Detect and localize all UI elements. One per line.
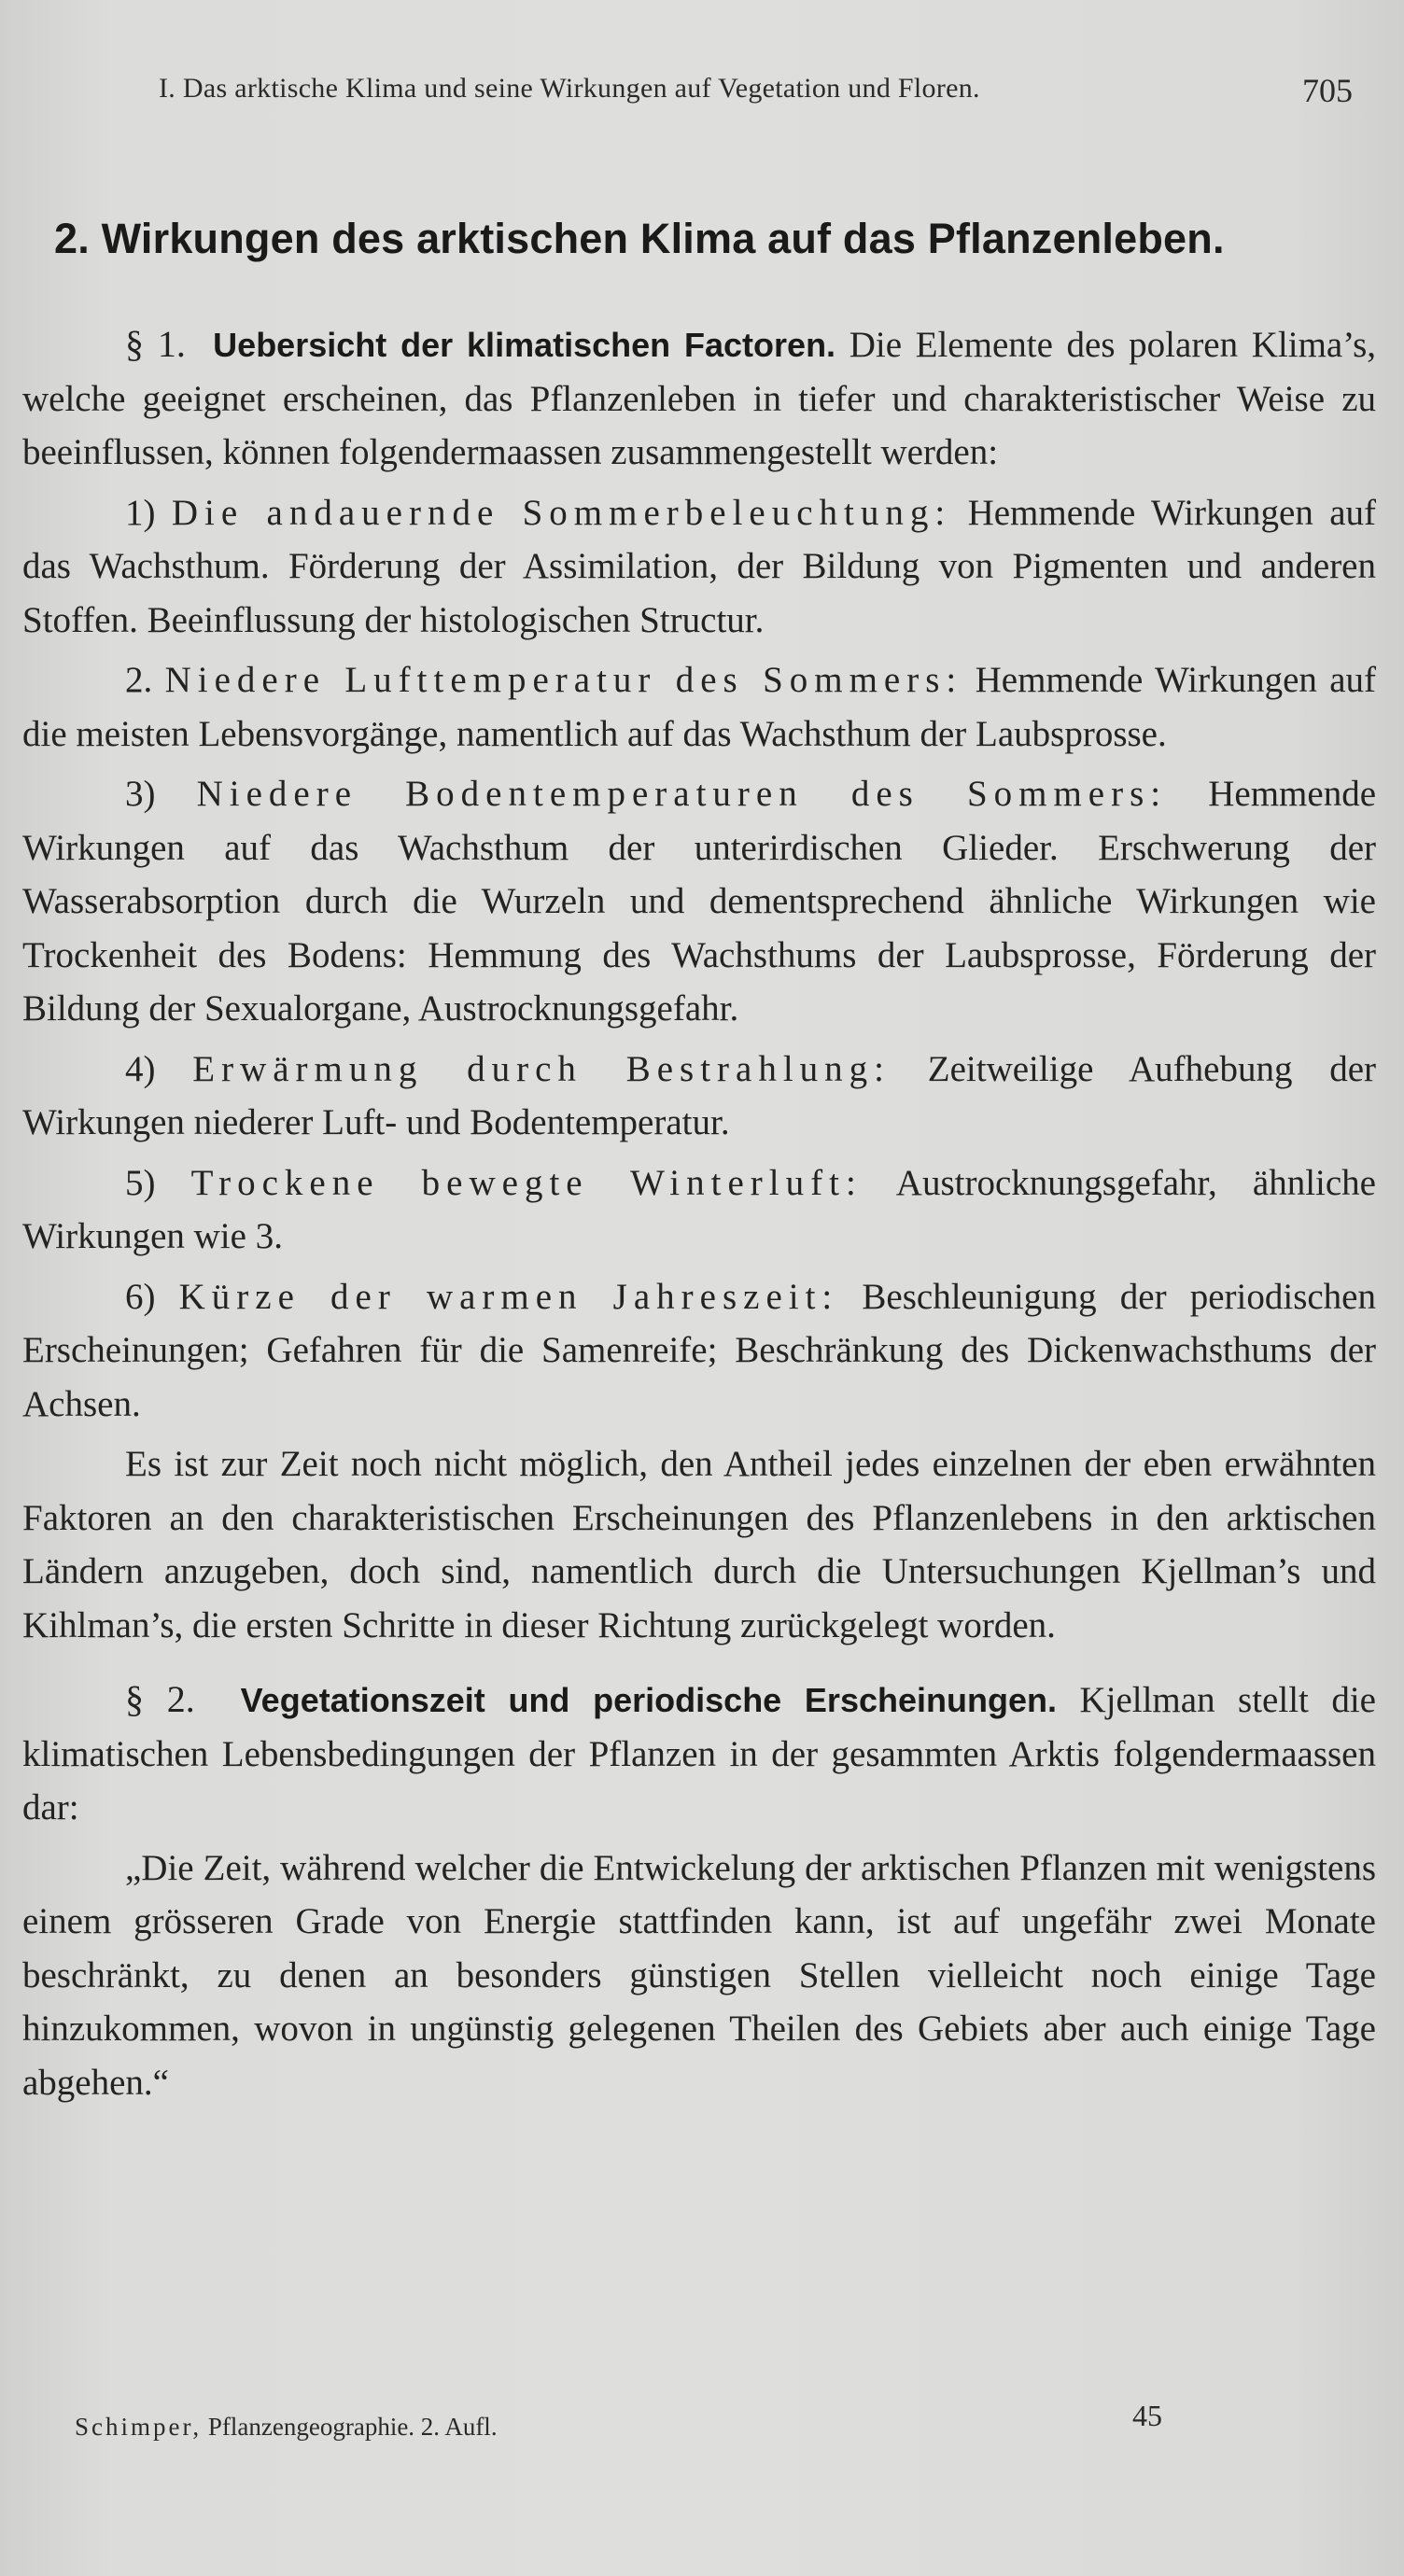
- list-item-text: Beschleunigung der periodischen Erscheinungen; Gefahren für die Samenreife; Beschränkung des Dickenwachsthums der Achsen.: [22, 1276, 1376, 1424]
- chapter-heading: 2. Wirkungen des arktischen Klima auf das Pflanzenleben.: [54, 215, 1225, 262]
- list-item: 3) Niedere Bodentemperaturen des Sommers: Hemmende Wirkungen auf das Wachsthum der unterirdischen Glieder. Erschwerung der Wasserabsorption durch die Wurzeln und dementsprechend ähnliche Wirkungen wie Trockenheit des Bodens: Hemmung des Wachsthums der Laubsprosse, Förderung der Bildung der Sexualorgane, Austrocknungsgefahr.: [22, 774, 1377, 1029]
- list-item-text: Zeitweilige Aufhebung der Wirkungen niederer Luft- und Bodentemperatur.: [22, 1048, 1377, 1142]
- signature-mark: 45: [1132, 2399, 1162, 2432]
- section-1-paragraph: [22, 317, 1376, 480]
- list-item-term: Trockene bewegte Winterluft:: [190, 1162, 863, 1203]
- list-item-text: Hemmende Wirkungen auf die meisten Lebensvorgänge, namentlich auf das Wachsthum der Laubsprosse.: [22, 660, 1377, 754]
- section-symbol: § 2.: [125, 1678, 195, 1720]
- section-intro: Die Elemente des polaren Klima’s, welche geeignet erscheinen, das Pflanzenleben in tiefer und charakteristischer Weise zu beeinflussen, können folgendermaassen zusammengestellt werden:: [22, 325, 1377, 472]
- section-intro: Kjellman stellt die klimatischen Lebensbedingungen der Pflanzen in der gesammten Arktis folgendermaassen dar:: [22, 1680, 1376, 1827]
- list-item-term: Kürze der warmen Jahreszeit:: [178, 1276, 839, 1317]
- list-item: 4) Erwärmung durch Bestrahlung: Zeitweilige Aufhebung der Wirkungen niederer Luft- und Bodentemperatur.: [22, 1048, 1377, 1142]
- section-title: Uebersicht der klimatischen Factoren.: [213, 326, 836, 364]
- list-item: 6) Kürze der warmen Jahreszeit: Beschleunigung der periodischen Erscheinungen; Gefahren für die Samenreife; Beschränkung des Dickenwachsthums der Achsen.: [22, 1276, 1376, 1424]
- section-title: Vegetationszeit und periodische Erscheinungen.: [240, 1681, 1057, 1719]
- list-item-text: Austrocknungsgefahr, ähnliche Wirkungen wie 3.: [22, 1162, 1376, 1256]
- page-number: 705: [1302, 72, 1353, 109]
- closing-paragraph: Es ist zur Zeit noch nicht möglich, den Antheil jedes einzelnen der eben erwähnten Faktoren an den charakteristischen Erscheinungen des Pflanzenlebens in den arktischen Ländern anzugeben, doch sind, namentlich durch die Untersuchungen Kjellman’s und Kihlman’s, die ersten Schritte in dieser Richtung zurückgelegt worden.: [22, 1444, 1376, 1645]
- running-head: I. Das arktische Klima und seine Wirkungen auf Vegetation und Floren.: [159, 73, 980, 104]
- footer-work: Pflanzengeographie. 2. Aufl.: [207, 2413, 498, 2441]
- quote-paragraph: „Die Zeit, während welcher die Entwickelung der arktischen Pflanzen mit wenigstens einem grösseren Grade von Energie stattfinden kann, ist auf ungefähr zwei Monate beschränkt, zu denen an besonders günstigen Stellen vielleicht noch einige Tage hinzukommen, wovon in ungünstig gelegenen Theilen des Gebiets aber auch einige Tage abgehen.“: [22, 1847, 1376, 2103]
- body-text: [22, 317, 1376, 2109]
- list-item-text: Hemmende Wirkungen auf das Wachsthum. Förderung der Assimilation, der Bildung von Pigmenten und anderen Stoffen. Beeinflussung der histologischen Structur.: [22, 492, 1377, 640]
- footer-citation: [75, 2413, 498, 2442]
- list-item-term: Die andauernde Sommerbeleuchtung:: [171, 492, 952, 533]
- list-item: 5) Trockene bewegte Winterluft: Austrocknungsgefahr, ähnliche Wirkungen wie 3.: [22, 1162, 1376, 1256]
- list-item-term: Niedere Bodentemperaturen des Sommers:: [196, 774, 1168, 814]
- list-item: 1) Die andauernde Sommerbeleuchtung: Hemmende Wirkungen auf das Wachsthum. Förderung der Assimilation, der Bildung von Pigmenten und anderen Stoffen. Beeinflussung der histologischen Structur.: [22, 492, 1377, 640]
- list-item-text: Hemmende Wirkungen auf das Wachsthum der unterirdischen Glieder. Erschwerung der Wasserabsorption durch die Wurzeln und dementsprechend ähnliche Wirkungen wie Trockenheit des Bodens: Hemmung des Wachsthums der Laubsprosse, Förderung der Bildung der Sexualorgane, Austrocknungsgefahr.: [22, 774, 1377, 1029]
- list-item: 2. Niedere Lufttemperatur des Sommers: Hemmende Wirkungen auf die meisten Lebensvorgänge, namentlich auf das Wachsthum der Laubsprosse.: [22, 660, 1377, 754]
- footer-author: Schimper,: [75, 2413, 203, 2441]
- list-item-term: Erwärmung durch Bestrahlung:: [192, 1048, 892, 1089]
- section-2-paragraph: [22, 1673, 1376, 1835]
- section-symbol: § 1.: [125, 323, 186, 365]
- list-item-term: Niedere Lufttemperatur des Sommers:: [164, 660, 963, 700]
